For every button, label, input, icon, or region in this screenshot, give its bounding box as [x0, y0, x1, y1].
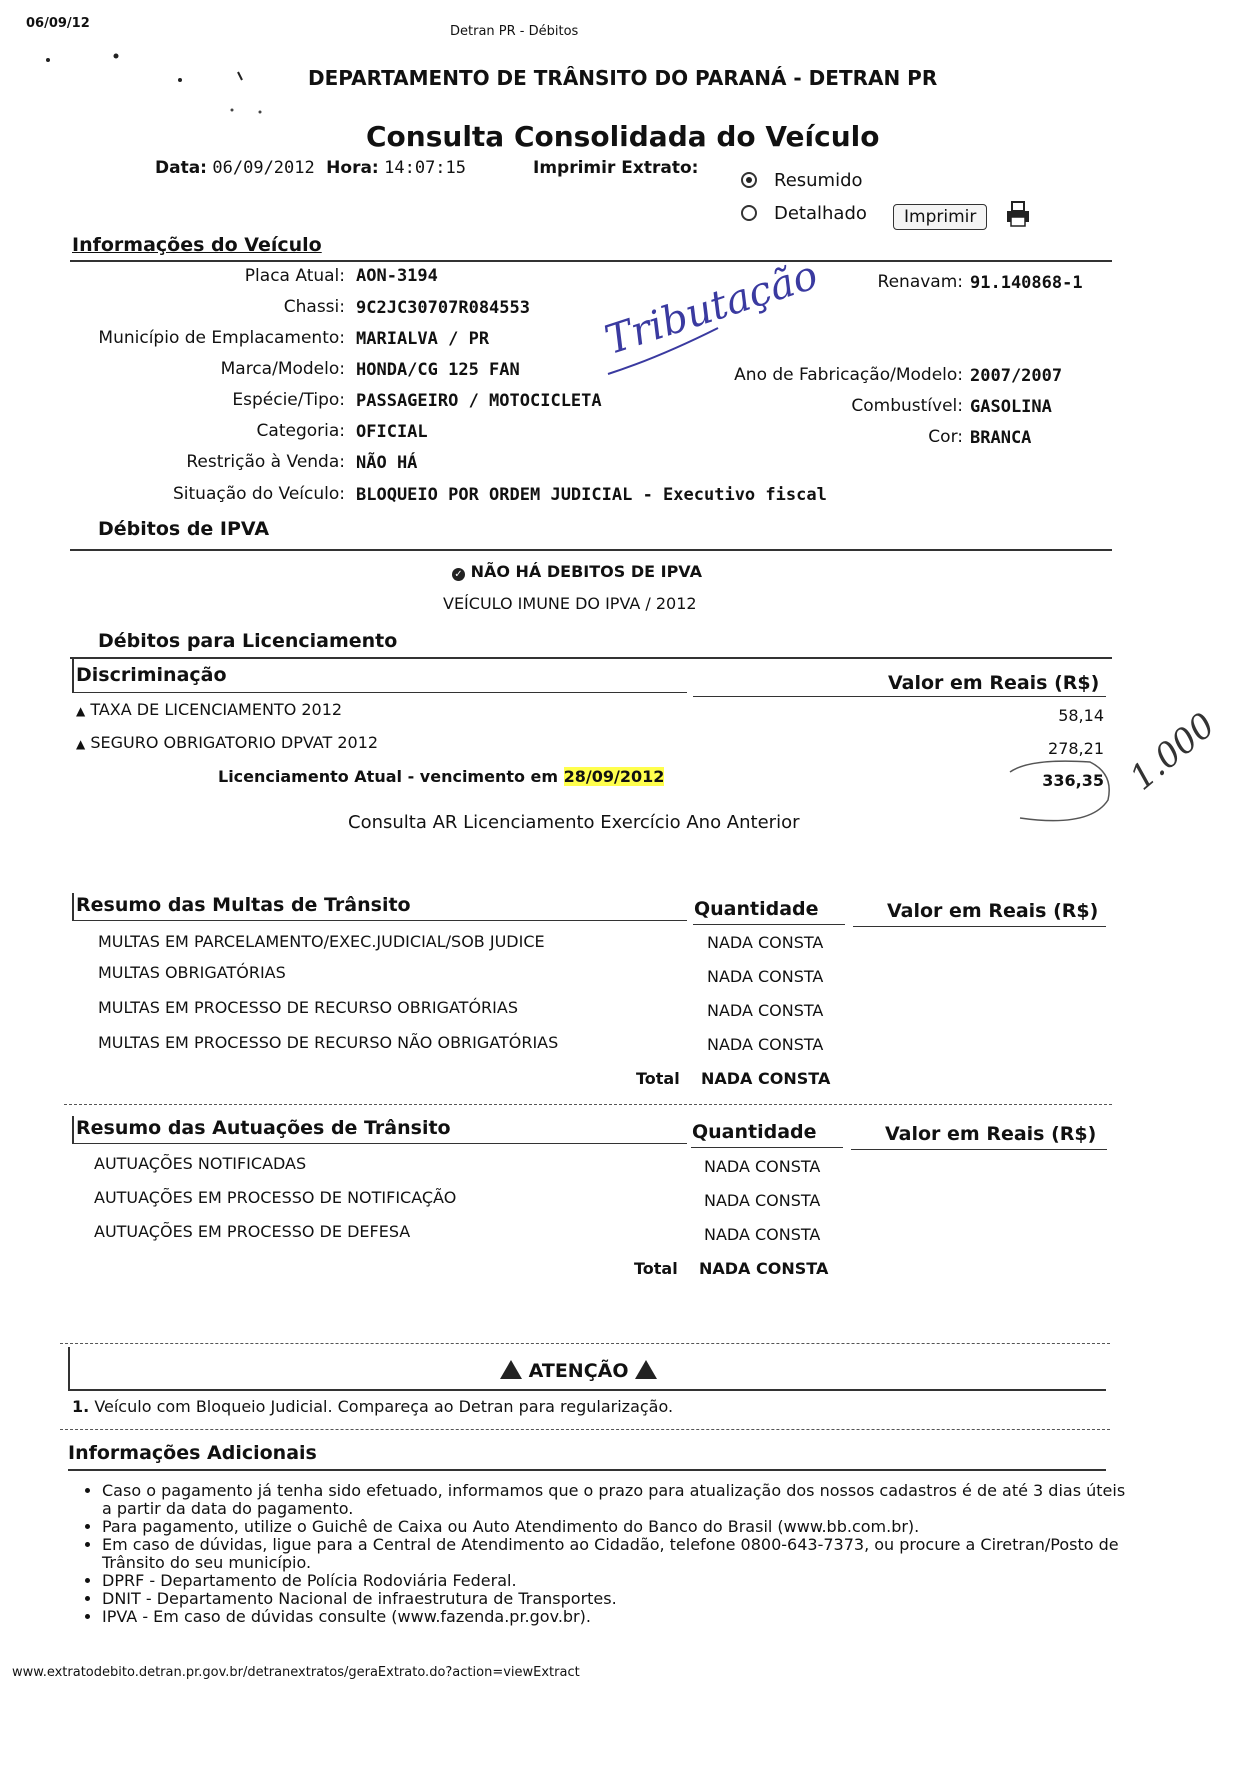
licensing-section-title: Débitos para Licenciamento [98, 630, 398, 652]
licensing-item-description: TAXA DE LICENCIAMENTO 2012 [90, 700, 343, 719]
licensing-divider [70, 657, 1112, 659]
ipva-note: VEÍCULO IMUNE DO IPVA / 2012 [443, 594, 697, 613]
attention-item-number: 1. [72, 1397, 90, 1416]
field-label: Marca/Modelo: [220, 359, 345, 379]
fines-row-description: MULTAS EM PROCESSO DE RECURSO NÃO OBRIGATÓRIAS [98, 1033, 559, 1052]
svg-text:Tributação: Tributação [599, 252, 824, 364]
notices-left-bar [72, 1116, 74, 1144]
notices-row-description: AUTUAÇÕES NOTIFICADAS [94, 1154, 307, 1173]
field-label: Restrição à Venda: [186, 452, 345, 472]
field-label: Placa Atual: [244, 266, 345, 286]
licensing-item [76, 700, 342, 719]
radio-summary-label: Resumido [774, 170, 863, 191]
section-separator [60, 1429, 1110, 1430]
print-date: 06/09/12 [26, 16, 90, 31]
due-date: 28/09/2012 [563, 767, 665, 786]
date-label: Data: [155, 158, 207, 178]
list-item: • Para pagamento, utilize o Guichê de Caixa ou Auto Atendimento do Banco do Brasil (www.bb.com.br). [102, 1518, 1132, 1536]
fines-row-description: MULTAS EM PROCESSO DE RECURSO OBRIGATÓRIAS [98, 998, 518, 1017]
sale-restriction-value: NÃO HÁ [356, 453, 418, 473]
current-licensing-label: Licenciamento Atual - vencimento em [218, 767, 559, 786]
field-label: Renavam: [877, 272, 963, 292]
notices-value-header: Valor em Reais (R$) [885, 1123, 1097, 1145]
fines-qty-rule [693, 924, 845, 925]
fines-value-header: Valor em Reais (R$) [887, 900, 1099, 922]
department-name: DEPARTAMENTO DE TRÂNSITO DO PARANÁ - DETRAN PR [308, 66, 938, 90]
handwritten-total-mark [980, 700, 1223, 830]
field-label: Situação do Veículo: [172, 484, 345, 504]
print-button[interactable]: Imprimir [893, 204, 987, 230]
vehicle-divider [70, 260, 1112, 262]
radio-detailed[interactable] [741, 205, 757, 221]
vehicle-status-value: BLOQUEIO POR ORDEM JUDICIAL - Executivo fiscal [356, 485, 827, 505]
col-value-header: Valor em Reais (R$) [888, 672, 1100, 694]
attention-title: ATENÇÃO [528, 1360, 629, 1382]
section-separator [60, 1343, 1110, 1344]
attention-item [72, 1397, 673, 1416]
fines-row-description: MULTAS OBRIGATÓRIAS [98, 963, 286, 982]
color-value: BRANCA [970, 428, 1032, 448]
date-value: 06/09/2012 [212, 158, 315, 178]
fines-row-description: MULTAS EM PARCELAMENTO/EXEC.JUDICIAL/SOB JUDICE [98, 932, 545, 951]
list-item: • IPVA - Em caso de dúvidas consulte (www.fazenda.pr.gov.br). [102, 1608, 1132, 1626]
print-extract-label: Imprimir Extrato: [533, 158, 699, 178]
fines-section-title: Resumo das Multas de Trânsito [76, 894, 411, 916]
attention-rule [68, 1389, 1106, 1391]
fines-value-rule [853, 926, 1106, 927]
field-label: Município de Emplacamento: [98, 328, 345, 348]
licensing-value-rule [693, 696, 1106, 697]
handwritten-note [598, 252, 824, 382]
licensing-left-bar [72, 659, 74, 693]
ipva-divider [70, 549, 1112, 551]
warning-icon: ▲ [76, 704, 86, 718]
date-time-line [155, 158, 466, 178]
additional-section-title: Informações Adicionais [68, 1442, 317, 1464]
notices-row-quantity: NADA CONSTA [704, 1157, 821, 1176]
ipva-status-line [452, 562, 702, 581]
field-label: Ano de Fabricação/Modelo: [734, 365, 963, 385]
fines-title-rule [72, 920, 687, 921]
municipality-value: MARIALVA / PR [356, 329, 490, 349]
field-label: Chassi: [283, 297, 345, 317]
browser-title: Detran PR - Débitos [450, 24, 579, 39]
field-label: Categoria: [256, 421, 345, 441]
list-item: • DPRF - Departamento de Polícia Rodoviária Federal. [102, 1572, 1132, 1590]
notices-row-quantity: NADA CONSTA [704, 1191, 821, 1210]
fines-row-quantity: NADA CONSTA [707, 967, 824, 986]
fines-total-label: Total [636, 1069, 680, 1088]
fines-quantity-header: Quantidade [694, 898, 819, 920]
renavam-value: 91.140868-1 [970, 273, 1083, 293]
fines-row-quantity: NADA CONSTA [707, 1001, 824, 1020]
previous-year-licensing-link[interactable]: Consulta AR Licenciamento Exercício Ano Anterior [348, 812, 800, 833]
attention-left-bar [68, 1347, 70, 1389]
licensing-total: 336,35 [1042, 771, 1104, 790]
field-label: Espécie/Tipo: [232, 390, 345, 410]
printer-icon[interactable] [1005, 200, 1031, 232]
attention-item-text: Veículo com Bloqueio Judicial. Compareça ao Detran para regularização. [94, 1397, 674, 1416]
licensing-item [76, 733, 378, 752]
notices-row-quantity: NADA CONSTA [704, 1225, 821, 1244]
ipva-status: NÃO HÁ DEBITOS DE IPVA [470, 562, 702, 581]
radio-detailed-label: Detalhado [774, 203, 867, 224]
licensing-item-value: 58,14 [1058, 706, 1104, 725]
additional-info-list [74, 1482, 1132, 1626]
notices-qty-rule [691, 1147, 843, 1148]
warning-icon [635, 1360, 657, 1379]
fines-total-value: NADA CONSTA [701, 1069, 831, 1088]
notices-total-label: Total [634, 1259, 678, 1278]
fuel-value: GASOLINA [970, 397, 1052, 417]
notices-title-rule [72, 1143, 687, 1144]
radio-summary[interactable] [741, 172, 757, 188]
category-value: OFICIAL [356, 422, 428, 442]
page-title: Consulta Consolidada do Veículo [366, 120, 880, 153]
time-value: 14:07:15 [384, 158, 467, 178]
footer-url: www.extratodebito.detran.pr.gov.br/detranextratos/geraExtrato.do?action=viewExtract [12, 1665, 580, 1680]
attention-title-line [500, 1360, 657, 1382]
notices-section-title: Resumo das Autuações de Trânsito [76, 1117, 451, 1139]
time-label: Hora: [326, 158, 379, 178]
chassis-value: 9C2JC30707R084553 [356, 298, 530, 318]
warning-icon [500, 1360, 522, 1379]
warning-icon: ▲ [76, 737, 86, 751]
notices-quantity-header: Quantidade [692, 1121, 817, 1143]
vehicle-section-title: Informações do Veículo [72, 234, 322, 256]
detran-logo [40, 50, 300, 120]
list-item: • Caso o pagamento já tenha sido efetuado, informamos que o prazo para atualização dos nossos cadastros é de até 3 dias úteis a partir da data do pagamento. [102, 1482, 1132, 1518]
year-value: 2007/2007 [970, 366, 1063, 386]
field-label: Combustível: [851, 396, 963, 416]
licensing-item-value: 278,21 [1048, 739, 1104, 758]
list-item: • Em caso de dúvidas, ligue para a Central de Atendimento ao Cidadão, telefone 0800-643-7373, ou procure a Ciretran/Posto de Trânsito do seu município. [102, 1536, 1132, 1572]
fines-row-quantity: NADA CONSTA [707, 933, 824, 952]
field-label: Cor: [928, 427, 963, 447]
type-value: PASSAGEIRO / MOTOCICLETA [356, 391, 602, 411]
licensing-col-rule [72, 692, 687, 693]
section-separator [64, 1104, 1112, 1105]
fines-left-bar [72, 893, 74, 921]
fines-row-quantity: NADA CONSTA [707, 1035, 824, 1054]
col-description-header: Discriminação [76, 664, 227, 686]
notices-total-value: NADA CONSTA [699, 1259, 829, 1278]
licensing-item-description: SEGURO OBRIGATORIO DPVAT 2012 [90, 733, 379, 752]
list-item: • DNIT - Departamento Nacional de infraestrutura de Transportes. [102, 1590, 1132, 1608]
notices-row-description: AUTUAÇÕES EM PROCESSO DE NOTIFICAÇÃO [94, 1188, 457, 1207]
notices-value-rule [851, 1149, 1107, 1150]
plate-value: AON-3194 [356, 266, 438, 286]
current-licensing-line [218, 767, 664, 786]
svg-text:1.000: 1.000 [1122, 705, 1223, 799]
additional-rule [68, 1469, 1106, 1471]
model-value: HONDA/CG 125 FAN [356, 360, 520, 380]
check-icon: ✓ [452, 568, 465, 581]
notices-row-description: AUTUAÇÕES EM PROCESSO DE DEFESA [94, 1222, 411, 1241]
ipva-section-title: Débitos de IPVA [98, 518, 270, 540]
